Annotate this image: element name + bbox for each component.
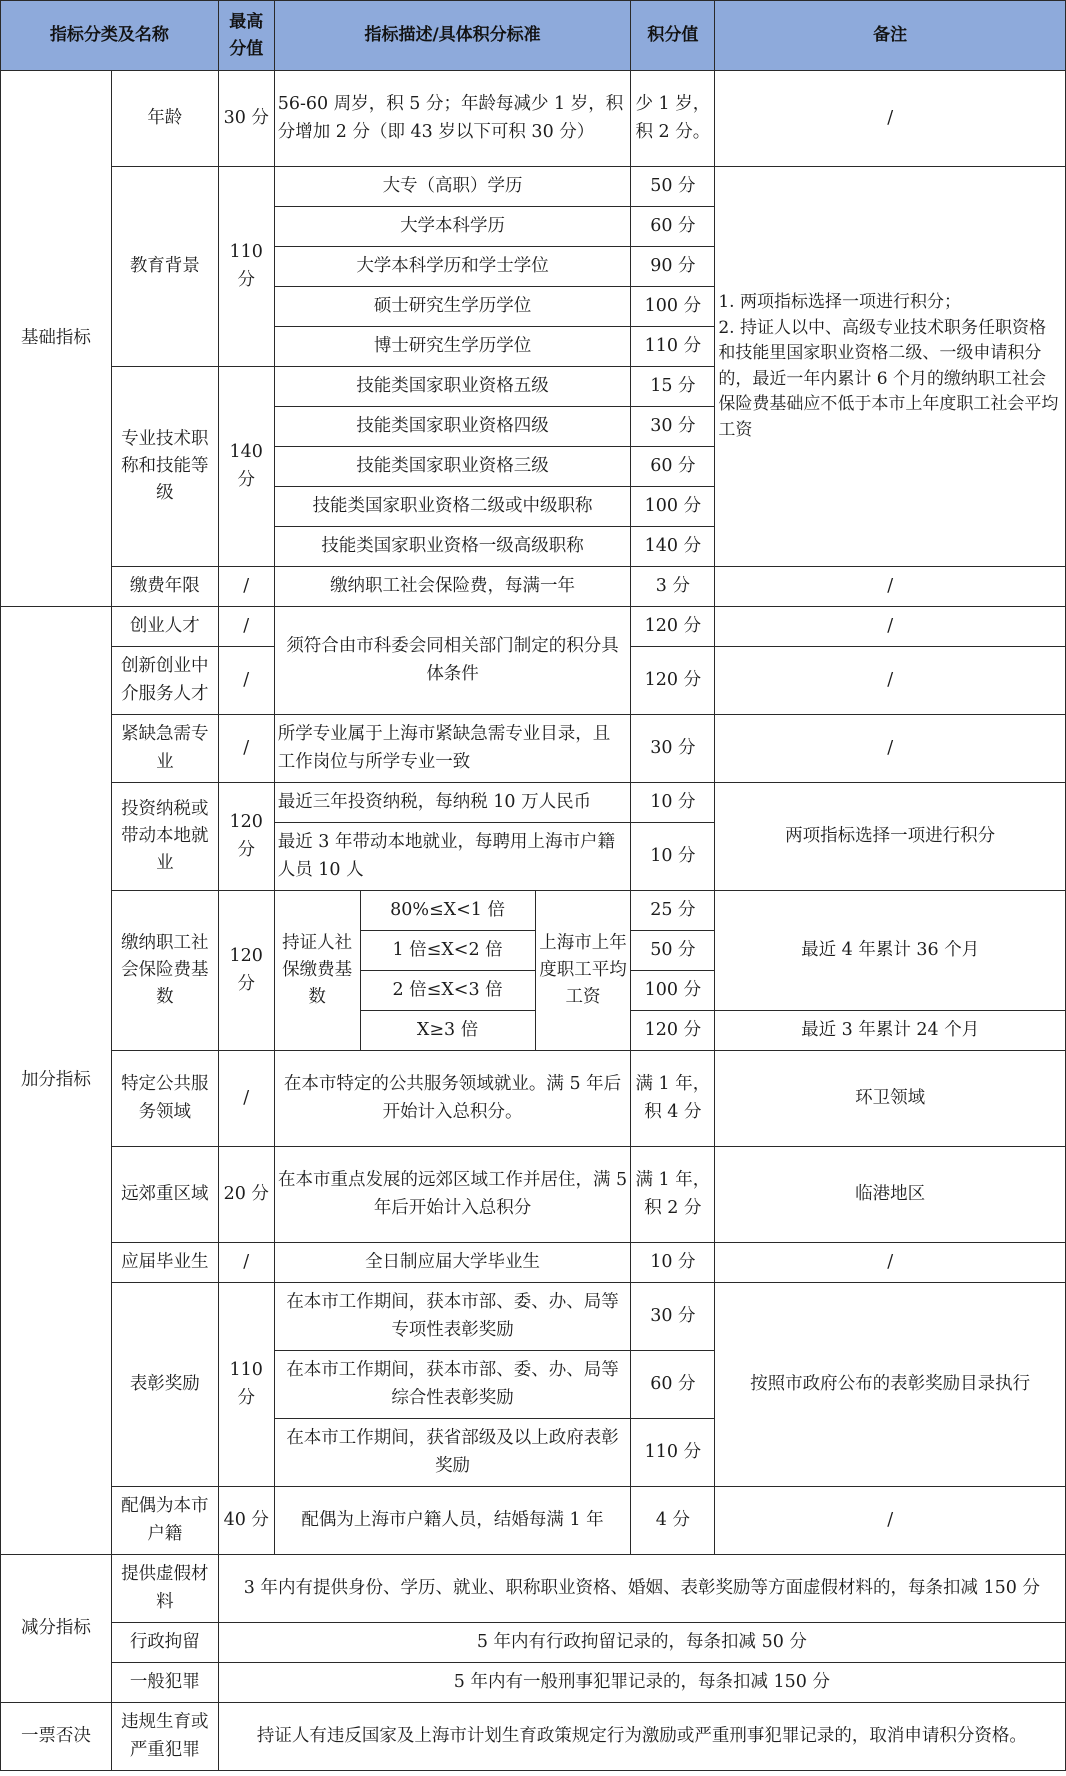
table-row [1,1243,1066,1283]
score-value: 4 分 [631,1487,715,1555]
indicator-description: 3 年内有提供身份、学历、就业、职称职业资格、婚姻、表彰奖励等方面虚假材料的，每条扣减 150 分 [218,1555,1065,1623]
category-veto: 一票否决 [1,1703,112,1771]
table-row [1,891,1066,931]
max-score: 120 分 [218,891,274,1051]
score-value: 60 分 [631,447,715,487]
indicator-description: 技能类国家职业资格四级 [274,407,631,447]
range-label: X≥3 倍 [360,1011,535,1051]
score-value: 满 1 年，积 4 分 [631,1051,715,1147]
indicator-name: 违规生育或严重犯罪 [111,1703,218,1771]
table-row [1,1283,1066,1351]
indicator-name: 特定公共服务领域 [111,1051,218,1147]
note: / [715,1487,1066,1555]
indicator-description: 持证人有违反国家及上海市计划生育政策规定行为激励或严重刑事犯罪记录的，取消申请积分资格。 [218,1703,1065,1771]
score-value: 120 分 [631,607,715,647]
score-value: 100 分 [631,487,715,527]
indicator-name: 应届毕业生 [111,1243,218,1283]
header-row [1,1,1066,71]
max-score: 110 分 [218,167,274,367]
indicator-name: 教育背景 [111,167,218,367]
score-value: 满 1 年，积 2 分 [631,1147,715,1243]
indicator-description: 在本市工作期间，获本市部、委、办、局等专项性表彰奖励 [274,1283,631,1351]
score-value: 10 分 [631,783,715,823]
indicator-name: 远郊重区域 [111,1147,218,1243]
table-row [1,567,1066,607]
indicator-description: 全日制应届大学毕业生 [274,1243,631,1283]
table-row [1,1051,1066,1147]
note: / [715,715,1066,783]
score-value: 30 分 [631,1283,715,1351]
indicator-description: 所学专业属于上海市紧缺急需专业目录，且工作岗位与所学专业一致 [274,715,631,783]
indicator-description: 最近三年投资纳税，每纳税 10 万人民币 [274,783,631,823]
range-label: 2 倍≤X<3 倍 [360,971,535,1011]
indicator-name: 配偶为本市户籍 [111,1487,218,1555]
score-value: 少 1 岁，积 2 分。 [631,71,715,167]
range-label: 1 倍≤X<2 倍 [360,931,535,971]
score-value: 60 分 [631,1351,715,1419]
note: 按照市政府公布的表彰奖励目录执行 [715,1283,1066,1487]
note: / [715,71,1066,167]
indicator-description: 在本市工作期间，获本市部、委、办、局等综合性表彰奖励 [274,1351,631,1419]
score-value: 50 分 [631,167,715,207]
max-score: 40 分 [218,1487,274,1555]
indicator-description: 配偶为上海市户籍人员，结婚每满 1 年 [274,1487,631,1555]
note: / [715,1243,1066,1283]
note: 1. 两项指标选择一项进行积分； 2. 持证人以中、高级专业技术职务任职资格和技能里国家职业资格二级、一级申请积分的，最近一年内累计 6 个月的缴纳职工社会保险费基础应不低于本市上年度职工社会平均工资 [715,167,1066,567]
max-score: / [218,1051,274,1147]
indicator-name: 行政拘留 [111,1623,218,1663]
indicator-description: 56-60 周岁，积 5 分；年龄每减少 1 岁，积分增加 2 分（即 43 岁以下可积 30 分） [274,71,631,167]
table-row [1,1487,1066,1555]
max-score: / [218,715,274,783]
score-value: 120 分 [631,647,715,715]
indicator-description: 5 年内有行政拘留记录的，每条扣减 50 分 [218,1623,1065,1663]
indicator-name: 创新创业中介服务人才 [111,647,218,715]
score-value: 100 分 [631,971,715,1011]
max-score: / [218,1243,274,1283]
indicator-name: 投资纳税或带动本地就业 [111,783,218,891]
score-value: 15 分 [631,367,715,407]
table-row [1,1703,1066,1771]
table-row [1,167,1066,207]
indicator-description: 5 年内有一般刑事犯罪记录的，每条扣减 150 分 [218,1663,1065,1703]
header-note: 备注 [715,1,1066,71]
max-score: / [218,567,274,607]
table-row [1,783,1066,823]
table-row [1,1623,1066,1663]
note: / [715,647,1066,715]
indicator-description: 博士研究生学历学位 [274,327,631,367]
table-row [1,607,1066,647]
note: / [715,607,1066,647]
table-row [1,1555,1066,1623]
note: 两项指标选择一项进行积分 [715,783,1066,891]
max-score: 140 分 [218,367,274,567]
score-value: 50 分 [631,931,715,971]
note: / [715,567,1066,607]
indicator-name: 缴纳职工社会保险费基数 [111,891,218,1051]
indicator-name: 一般犯罪 [111,1663,218,1703]
indicator-name: 创业人才 [111,607,218,647]
max-score: 20 分 [218,1147,274,1243]
indicator-name: 专业技术职称和技能等级 [111,367,218,567]
score-value: 90 分 [631,247,715,287]
indicator-description: 在本市特定的公共服务领域就业。满 5 年后开始计入总积分。 [274,1051,631,1147]
category-bonus: 加分指标 [1,607,112,1555]
indicator-description: 在本市工作期间，获省部级及以上政府表彰奖励 [274,1419,631,1487]
indicator-name: 年龄 [111,71,218,167]
indicator-description: 大学本科学历 [274,207,631,247]
max-score: 110 分 [218,1283,274,1487]
score-value: 10 分 [631,1243,715,1283]
indicator-description: 技能类国家职业资格三级 [274,447,631,487]
header-category: 指标分类及名称 [1,1,219,71]
header-description: 指标描述/具体积分标准 [274,1,631,71]
indicator-description: 硕士研究生学历学位 [274,287,631,327]
indicator-description: 大学本科学历和学士学位 [274,247,631,287]
table-row [1,1663,1066,1703]
table-row [1,715,1066,783]
score-value: 100 分 [631,287,715,327]
note: 环卫领域 [715,1051,1066,1147]
indicator-description: 须符合由市科委会同相关部门制定的积分具体条件 [274,607,631,715]
indicator-description: 技能类国家职业资格二级或中级职称 [274,487,631,527]
category-minus: 减分指标 [1,1555,112,1703]
indicator-name: 提供虚假材料 [111,1555,218,1623]
score-value: 60 分 [631,207,715,247]
max-score: 120 分 [218,783,274,891]
indicator-description: 在本市重点发展的远郊区域工作并居住，满 5 年后开始计入总积分 [274,1147,631,1243]
indicator-description: 技能类国家职业资格五级 [274,367,631,407]
score-value: 30 分 [631,715,715,783]
indicator-name: 缴费年限 [111,567,218,607]
note: 临港地区 [715,1147,1066,1243]
indicator-description: 最近 3 年带动本地就业，每聘用上海市户籍人员 10 人 [274,823,631,891]
max-score: / [218,607,274,647]
table-row [1,71,1066,167]
score-value: 30 分 [631,407,715,447]
indicator-name: 紧缺急需专业 [111,715,218,783]
range-label: 80%≤X<1 倍 [360,891,535,931]
score-value: 25 分 [631,891,715,931]
indicator-description: 缴纳职工社会保险费，每满一年 [274,567,631,607]
indicator-description: 大专（高职）学历 [274,167,631,207]
max-score: / [218,647,274,715]
indicator-description: 技能类国家职业资格一级高级职称 [274,527,631,567]
table-row [1,1147,1066,1243]
max-score: 30 分 [218,71,274,167]
header-max-score: 最高分值 [218,1,274,71]
score-value: 10 分 [631,823,715,891]
score-value: 110 分 [631,1419,715,1487]
sub-label-base: 持证人社保缴费基数 [274,891,360,1051]
sub-label-reference: 上海市上年度职工平均工资 [535,891,631,1051]
indicator-name: 表彰奖励 [111,1283,218,1487]
header-score: 积分值 [631,1,715,71]
note: 最近 4 年累计 36 个月 [715,891,1066,1011]
note: 最近 3 年累计 24 个月 [715,1011,1066,1051]
score-value: 110 分 [631,327,715,367]
category-basic: 基础指标 [1,71,112,607]
score-value: 140 分 [631,527,715,567]
score-value: 3 分 [631,567,715,607]
score-value: 120 分 [631,1011,715,1051]
